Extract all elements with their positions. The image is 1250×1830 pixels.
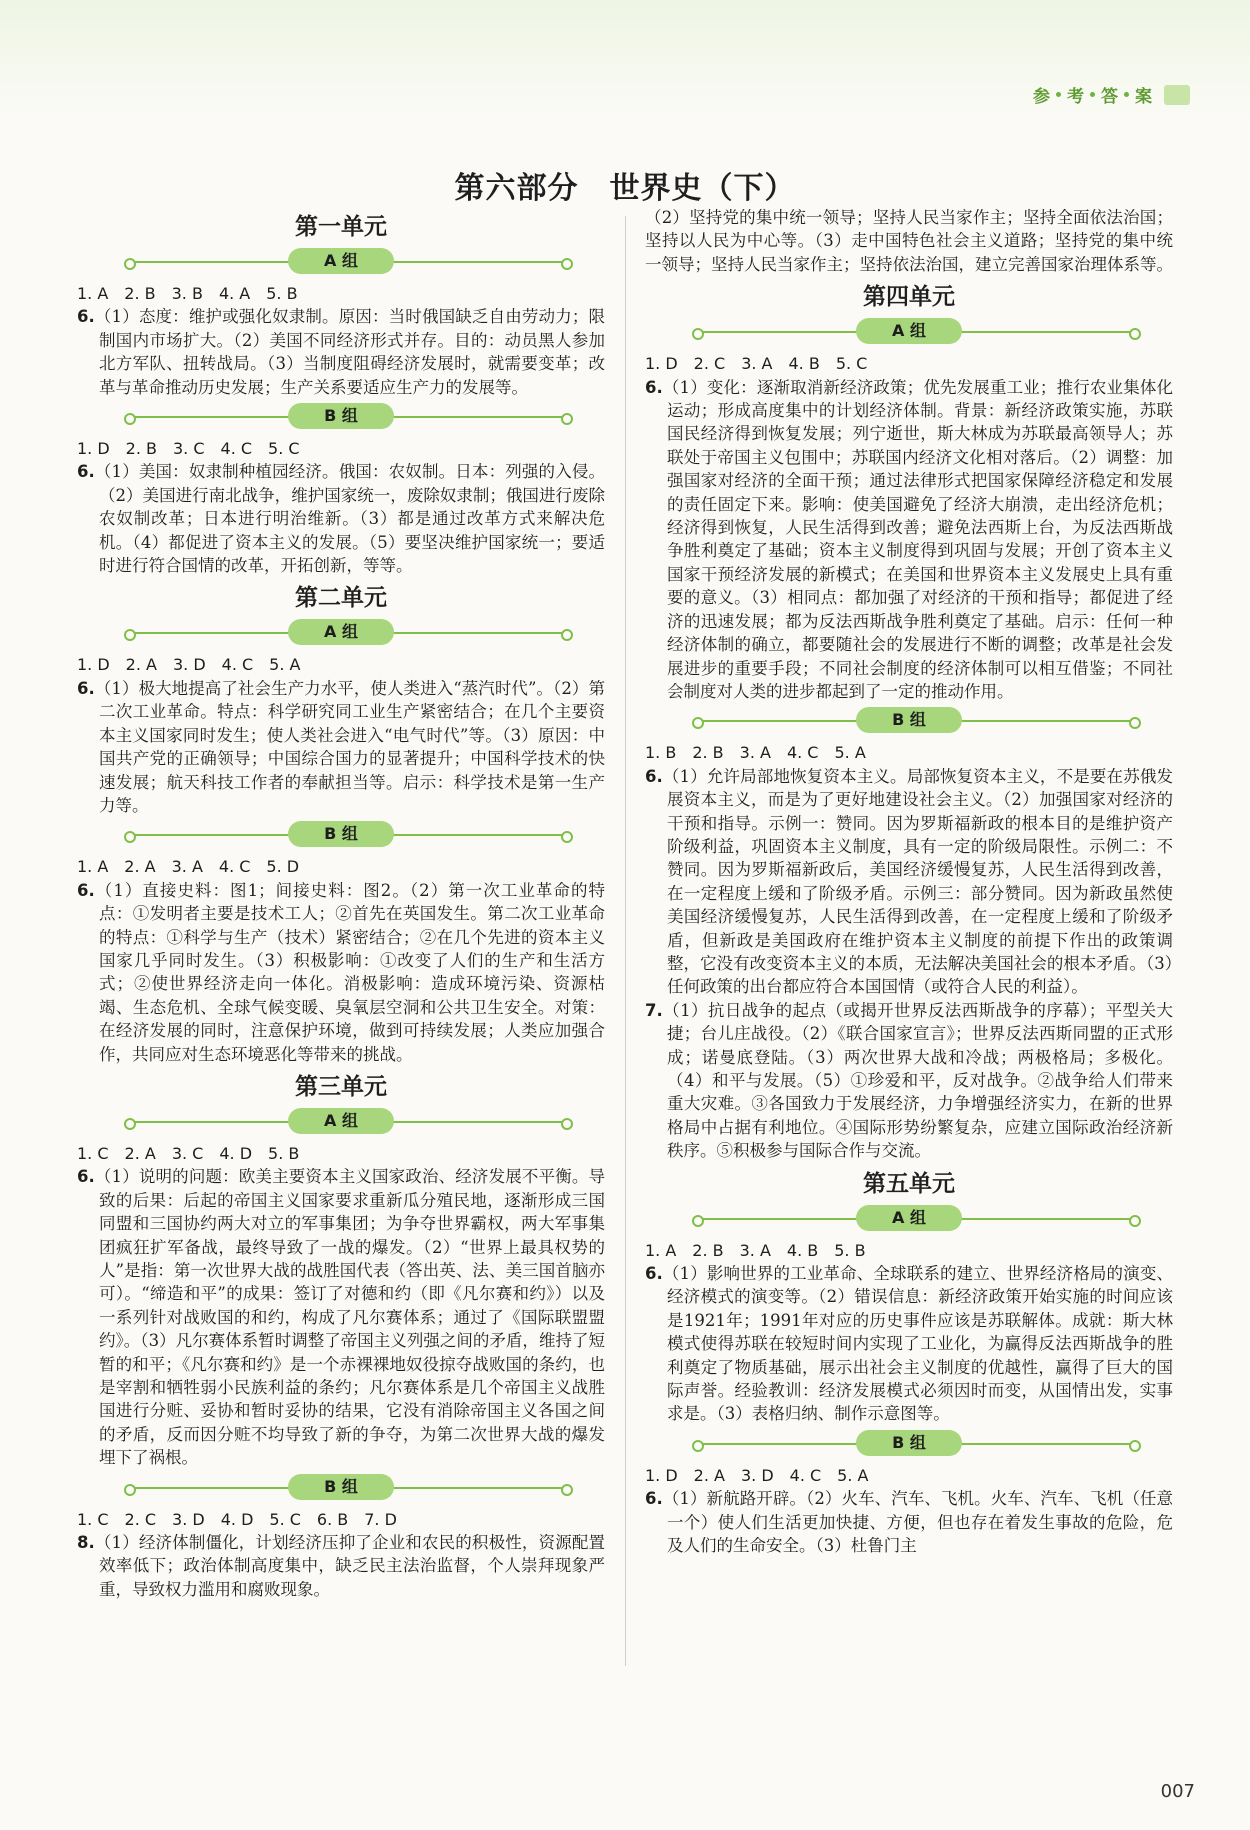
group-label: B 组 — [288, 821, 394, 847]
question-number: 6. — [77, 678, 95, 698]
answer-paragraph — [77, 305, 605, 399]
group-label: A 组 — [856, 318, 962, 344]
group-divider — [77, 1106, 605, 1136]
dot-icon — [1090, 92, 1095, 97]
answer-paragraph — [77, 460, 605, 577]
group-divider — [77, 1472, 605, 1502]
group-label: A 组 — [288, 619, 394, 645]
group-label: A 组 — [856, 1205, 962, 1231]
answer-text: （1）经济体制僵化，计划经济压抑了企业和农民的积极性，资源配置效率低下；政治体制高度集中，缺乏民主法治监督，个人崇拜现象严重，导致权力滥用和腐败现象。 — [94, 1533, 605, 1599]
choice-answers: 1. B 2. B 3. A 4. C 5. A — [645, 743, 866, 763]
question-number: 6. — [77, 880, 95, 900]
group-divider — [77, 401, 605, 431]
group-divider — [77, 819, 605, 849]
group-divider — [77, 617, 605, 647]
answer-text: （1）直接史料：图1；间接史料：图2。（2）第一次工业革命的特点：①发明者主要是技术工人；②首先在英国发生。第二次工业革命的特点：①科学与生产（技术）紧密结合；②在几个先进的资本主义国家几乎同时发生。（3）积极影响：①改变了人们的生产和生活方式；②使世界经济走向一体化。消极影响：造成环境污染、资源枯竭、生态危机、全球气候变暖、臭氧层空洞和公共卫生安全。对策：在经济发展的同时，注意保护环境，做到可持续发展；人类应加强合作，共同应对生态环境恶化等带来的挑战。 — [94, 880, 605, 1064]
unit-heading: 第四单元 — [863, 284, 955, 311]
group-label: A 组 — [288, 248, 394, 274]
group-label: B 组 — [856, 1430, 962, 1456]
choice-answers: 1. A 2. B 3. B 4. A 5. B — [77, 284, 298, 303]
answer-paragraph — [77, 677, 605, 817]
answer-paragraph — [645, 1262, 1173, 1426]
left-column — [77, 206, 605, 1601]
unit-heading: 第二单元 — [295, 585, 387, 612]
answer-paragraph — [77, 879, 605, 1066]
question-number: 6. — [645, 377, 663, 397]
group-divider — [645, 705, 1173, 735]
page-title: 第六部分 世界史（下） — [454, 171, 796, 206]
answer-text: （1）影响世界的工业革命、全球联系的建立、世界经济格局的演变、经济模式的演变等。（2）错误信息：新经济政策开始实施的时间应该是1921年；1991年对应的历史事件应该是苏联解体。成就：斯大林模式使得苏联在较短时间内实现了工业化，为赢得反法西斯战争的胜利奠定了物质基础，展示出社会主义制度的优越性，赢得了巨大的国际声誉。经验教训：经济发展模式必须因时而变，从国情出发，实事求是。（3）表格归纳、制作示意图等。 — [662, 1264, 1173, 1424]
choice-answers: 1. D 2. C 3. A 4. B 5. C — [645, 354, 868, 374]
answer-text: （1）说明的问题：欧美主要资本主义国家政治、经济发展不平衡。导致的后果：后起的帝国主义国家要求重新瓜分殖民地，逐渐形成三国同盟和三国协约两大对立的军事集团；为争夺世界霸权，两大军事集团疯狂扩军备战，最终导致了一战的爆发。（2）“世界上最具权势的人”是指：第一次世界大战的战胜国代表（答出英、法、美三国首脑亦可）。“缔造和平”的成果：签订了对德和约（即《凡尔赛和约》）以及一系列针对战败国的和约，构成了凡尔赛体系；通过了《国际联盟盟约》。（3）凡尔赛体系暂时调整了帝国主义列强之间的矛盾，维持了短暂的和平；《凡尔赛和约》是一个赤裸裸地奴役掠夺战败国的条约，也是宰割和牺牲弱小民族利益的条约；凡尔赛体系是几个帝国主义战胜国进行分赃、妥协和暂时妥协的结果，它没有消除帝国主义各国之间的矛盾，反而因分赃不均导致了新的争夺，为第二次世界大战的爆发埋下了祸根。 — [94, 1167, 605, 1468]
question-number: 8. — [77, 1533, 95, 1553]
choice-answers: 1. A 2. A 3. A 4. C 5. D — [77, 857, 300, 877]
choice-answers: 1. C 2. C 3. D 4. D 5. C 6. B 7. D — [77, 1509, 397, 1529]
question-number: 6. — [645, 766, 663, 786]
tab-marker-icon — [1164, 85, 1190, 105]
choice-answers: 1. D 2. A 3. D 4. C 5. A — [77, 655, 301, 675]
group-label: A 组 — [288, 1108, 394, 1134]
unit-heading: 第三单元 — [295, 1073, 387, 1100]
continued-answer: （2）坚持党的集中统一领导；坚持人民当家作主；坚持全面依法治国；坚持以人民为中心等。（3）走中国特色社会主义道路；坚持党的集中统一领导；坚持人民当家作主；坚持依法治国，建立完善国家治理体系等。 — [645, 208, 1173, 274]
group-divider — [77, 246, 605, 276]
unit-heading: 第一单元 — [295, 214, 387, 240]
right-column — [645, 206, 1173, 1558]
brand-char: 参 — [1033, 87, 1050, 107]
answer-paragraph — [645, 1487, 1173, 1557]
question-number: 6. — [77, 1167, 95, 1187]
answer-text: （1）变化：逐渐取消新经济政策；优先发展重工业；推行农业集体化运动；形成高度集中的计划经济体制。背景：新经济政策实施，苏联国民经济得到恢复发展；列宁逝世，斯大林成为苏联最高领导人；苏联处于帝国主义包围中；苏联国内经济文化相对落后。（2）调整：加强国家对经济的全面干预；通过法律形式把国家保障经济稳定和发展的责任固定下来。影响：使美国避免了经济大崩溃，走出经济危机；经济得到恢复，人民生活得到改善；避免法西斯上台，为反法西斯战争胜利奠定了基础；资本主义制度得到巩固与发展；开创了资本主义国家干预经济发展的新模式；在美国和世界资本主义发展史上具有重要的意义。（3）相同点：都加强了对经济的干预和指导；都促进了经济的迅速发展；都为反法西斯战争胜利奠定了基础。启示：任何一种经济体制的确立，都要随社会的发展进行不断的调整；改革是社会发展进步的重要手段；不同社会制度的经济体制可以相互借鉴；不同社会制度对人类的进步都起到了一定的推动作用。 — [662, 377, 1173, 701]
group-label: B 组 — [288, 403, 394, 429]
group-divider — [645, 316, 1173, 346]
group-divider — [645, 1428, 1173, 1458]
group-label: B 组 — [856, 707, 962, 733]
brand-char: 答 — [1101, 87, 1118, 107]
brand-char: 考 — [1067, 87, 1084, 107]
group-label: B 组 — [288, 1474, 394, 1500]
answer-paragraph — [645, 376, 1173, 704]
dot-icon — [1056, 92, 1061, 97]
choice-answers: 1. D 2. B 3. C 4. C 5. C — [77, 439, 300, 459]
answer-paragraph — [77, 1531, 605, 1601]
answer-paragraph — [645, 765, 1173, 999]
question-number: 6. — [77, 462, 95, 482]
unit-heading: 第五单元 — [863, 1170, 955, 1197]
answer-text: （1）抗日战争的起点（或揭开世界反法西斯战争的序幕）；平型关大捷；台儿庄战役。（2）《联合国家宣言》；世界反法西斯同盟的正式形成；诺曼底登陆。（3）两次世界大战和冷战；两极格局；多极化。（4）和平与发展。（5）①珍爱和平，反对战争。②战争给人们带来重大灾难。③各国致力于发展经济，力争增强经济实力，在新的世界格局中占据有利地位。④国际形势纷繁复杂，应建立国际政治经济新秩序。⑤积极参与国际合作与交流。 — [662, 1000, 1173, 1161]
choice-answers: 1. D 2. A 3. D 4. C 5. A — [645, 1465, 869, 1485]
group-divider — [645, 1203, 1173, 1233]
answer-text: （1）美国：奴隶制种植园经济。俄国：农奴制。日本：列强的入侵。（2）美国进行南北战争，维护国家统一，废除奴隶制；俄国进行废除农奴制改革；日本进行明治维新。（3）都是通过改革方式来解决危机。（4）都促进了资本主义的发展。（5）要坚决维护国家统一；要适时进行符合国情的改革，开拓创新，等等。 — [94, 462, 605, 576]
question-number: 7. — [645, 1000, 663, 1020]
column-divider — [625, 216, 626, 1666]
question-number: 6. — [77, 307, 95, 327]
dot-icon — [1124, 92, 1129, 97]
choice-answers: 1. C 2. A 3. C 4. D 5. B — [77, 1143, 300, 1163]
answer-text: （1）新航路开辟。（2）火车、汽车、飞机。火车、汽车、飞机（任意一个）使人们生活更加快捷、方便，但也存在着发生事故的危险，危及人们的生命安全。（3）杜鲁门主 — [662, 1489, 1173, 1556]
question-number: 6. — [645, 1489, 663, 1509]
answer-text: （1）态度：维护或强化奴隶制。原因：当时俄国缺乏自由劳动力；限制国内市场扩大。（2）美国不同经济形式并存。目的：动员黑人参加北方军队、扭转战局。（3）当制度阻碍经济发展时，就需要变革；改革与革命推动历史发展；生产关系要适应生产力的发展等。 — [94, 307, 605, 397]
answer-text: （1）极大地提高了社会生产力水平，使人类进入“蒸汽时代”。（2）第二次工业革命。特点：科学研究同工业生产紧密结合；在几个主要资本主义国家同时发生；使人类社会进入“电气时代”等。（3）原因：中国共产党的正确领导；中国综合国力的显著提升；中国科学技术的快速发展；航天科技工作者的奉献担当等。启示：科学技术是第一生产力等。 — [94, 678, 605, 815]
answer-text: （1）允许局部地恢复资本主义。局部恢复资本主义，不是要在苏俄发展资本主义，而是为了更好地建设社会主义。（2）加强国家对经济的干预和指导。示例一：赞同。因为罗斯福新政的根本目的是维护资产阶级利益，巩固资本主义制度，具有一定的阶级局限性。示例二：不赞同。因为罗斯福新政后，美国经济缓慢复苏，人民生活得到改善，在一定程度上缓和了阶级矛盾。示例三：部分赞同。因为新政虽然使美国经济缓慢复苏，人民生活得到改善，在一定程度上缓和了阶级矛盾，但新政是美国政府在维护资本主义制度的前提下作出的政策调整，它没有改变资本主义的本质，无法解决美国社会的根本矛盾。（3）任何政策的出台都应符合本国国情（或符合人民的利益）。 — [662, 766, 1173, 997]
page-number: 007 — [1160, 1781, 1195, 1802]
question-number: 6. — [645, 1264, 663, 1284]
brand-char: 案 — [1135, 87, 1152, 107]
answer-paragraph — [77, 1165, 605, 1469]
choice-answers: 1. A 2. B 3. A 4. B 5. B — [645, 1240, 866, 1260]
answer-paragraph — [645, 999, 1173, 1163]
brand-label — [1033, 82, 1190, 107]
